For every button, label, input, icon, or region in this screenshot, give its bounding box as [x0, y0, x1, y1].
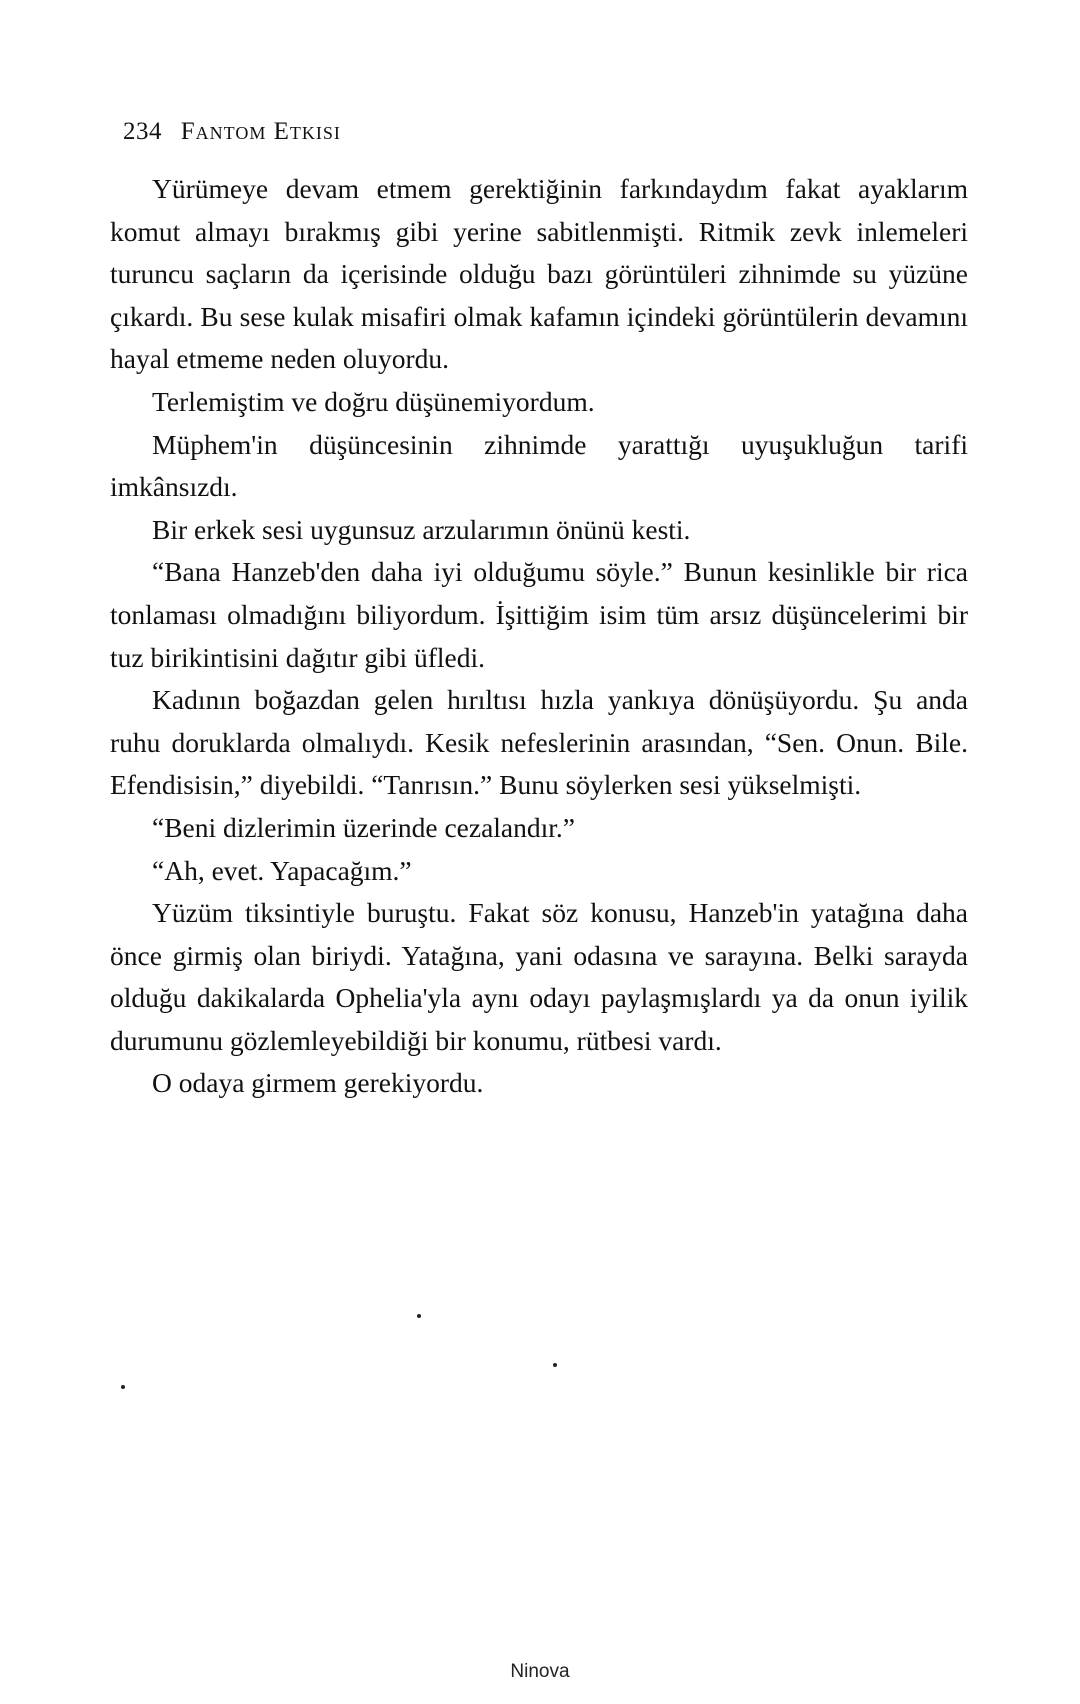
- scan-speck: [553, 1363, 557, 1367]
- scan-speck: [121, 1385, 125, 1389]
- scan-speck: [417, 1314, 421, 1318]
- running-head: [123, 118, 341, 146]
- paragraph: “Beni dizlerimin üzerinde cezalandır.”: [152, 811, 575, 843]
- book-title: Fantom Etkisi: [180, 118, 341, 145]
- footer-credit: Ninova: [510, 1661, 570, 1682]
- body-text: [110, 168, 968, 1105]
- paragraph: Yüzüm tiksintiyle buruştu. Fakat söz konusu, Hanzeb'in yatağına daha önce girmiş olan biriydi. Yatağına, yani odasına ve sarayına. Belki sarayda olduğu dakikalarda Ophelia'yla aynı odayı paylaşmışlardı ya da onun iyilik durumunu gözlemleyebildiği bir konumu, rütbesi vardı.: [110, 897, 968, 1056]
- paragraph: Bir erkek sesi uygunsuz arzularımın önünü kesti.: [152, 513, 691, 545]
- paragraph: Kadının boğazdan gelen hırıltısı hızla yankıya dönüşüyordu. Şu anda ruhu doruklarda olmalıydı. Kesik nefeslerinin arasından, “Sen. Onun. Bile. Efendisisin,” diyebildi. “Tanrısın.” Bunu söylerken sesi yükselmişti.: [110, 684, 968, 801]
- paragraph: O odaya girmem gerekiyordu.: [152, 1067, 484, 1099]
- paragraph: Müphem'in düşüncesinin zihnimde yarattığı uyuşukluğun tarifi imkânsızdı.: [110, 428, 968, 503]
- paragraph: “Ah, evet. Yapacağım.”: [152, 854, 412, 886]
- paragraph: Terlemiştim ve doğru düşünemiyordum.: [152, 385, 595, 417]
- paragraph: Yürümeye devam etmem gerektiğinin farkındaydım fakat ayaklarım komut almayı bırakmış gibi yerine sabitlenmişti. Ritmik zevk inlemeleri turuncu saçların da içerisinde olduğu bazı görüntüleri zihnimde su yüzüne çıkardı. Bu sese kulak misafiri olmak kafamın içindeki görüntülerin devamını hayal etmeme neden oluyordu.: [110, 173, 968, 375]
- page-number: 234: [123, 118, 162, 145]
- paragraph: “Bana Hanzeb'den daha iyi olduğumu söyle.” Bunun kesinlikle bir rica tonlaması olmadığını biliyordum. İşittiğim isim tüm arsız düşüncelerimi bir tuz birikintisini dağıtır gibi üfledi.: [110, 556, 968, 673]
